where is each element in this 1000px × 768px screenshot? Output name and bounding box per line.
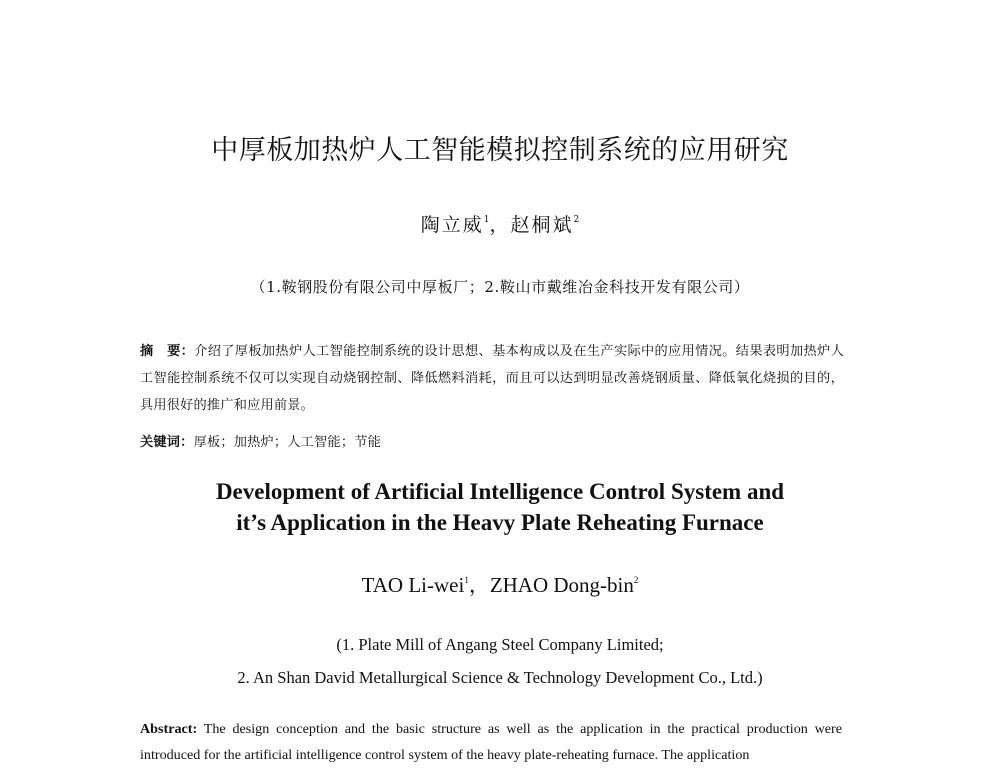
affiliation-marker: 2 — [633, 575, 639, 585]
abstract-label: 摘 要： — [140, 344, 195, 359]
author-name: ZHAO Dong-bin — [489, 573, 634, 597]
title-line: it’s Application in the Heavy Plate Reheating Furnace — [236, 510, 764, 535]
keywords-chinese — [140, 431, 844, 450]
author-name: TAO Li-wei — [361, 573, 465, 597]
abstract-chinese — [140, 338, 844, 419]
keywords-text: 厚板；加热炉；人工智能；节能 — [193, 435, 381, 450]
paper-title-chinese: 中厚板加热炉人工智能模拟控制系统的应用研究 — [211, 135, 789, 166]
author-separator: ， — [489, 214, 511, 236]
author-name: 陶立威 — [420, 214, 484, 236]
author-line-chinese — [0, 210, 1000, 237]
author-separator: ， — [468, 573, 490, 597]
affiliation-line: 2. An Shan David Metallurgical Science & Technology Development Co., Ltd.) — [237, 668, 763, 687]
title-line: Development of Artificial Intelligence Control System and — [215, 479, 785, 504]
affiliation-marker: 2 — [573, 215, 580, 225]
author-line-english — [0, 569, 1000, 599]
abstract-label: Abstract: — [140, 721, 198, 737]
affiliation-line: (1. Plate Mill of Angang Steel Company Limited; — [336, 635, 664, 654]
affiliation-marker: 1 — [464, 575, 469, 585]
affiliations-chinese: （1.鞍钢股份有限公司中厚板厂；2.鞍山市戴维冶金科技开发有限公司） — [250, 278, 750, 296]
abstract-english — [140, 716, 842, 768]
affiliation-marker: 1 — [483, 215, 490, 225]
author-name: 赵桐斌 — [510, 214, 574, 236]
paper-title-english — [0, 476, 1000, 538]
affiliations-english — [0, 628, 1000, 694]
abstract-text: The design conception and the basic structure as well as the application in the practical production were introduced for the artificial intelligence control system of the heavy plate-reheating furnace. The application — [140, 721, 842, 763]
abstract-text: 介绍了厚板加热炉人工智能控制系统的设计思想、基本构成以及在生产实际中的应用情况。结果表明加热炉人工智能控制系统不仅可以实现自动烧钢控制、降低燃料消耗，而且可以达到明显改善烧钢质量、降低氧化烧损的目的，具用很好的推广和应用前景。 — [140, 344, 844, 413]
keywords-label: 关键词： — [140, 435, 194, 450]
